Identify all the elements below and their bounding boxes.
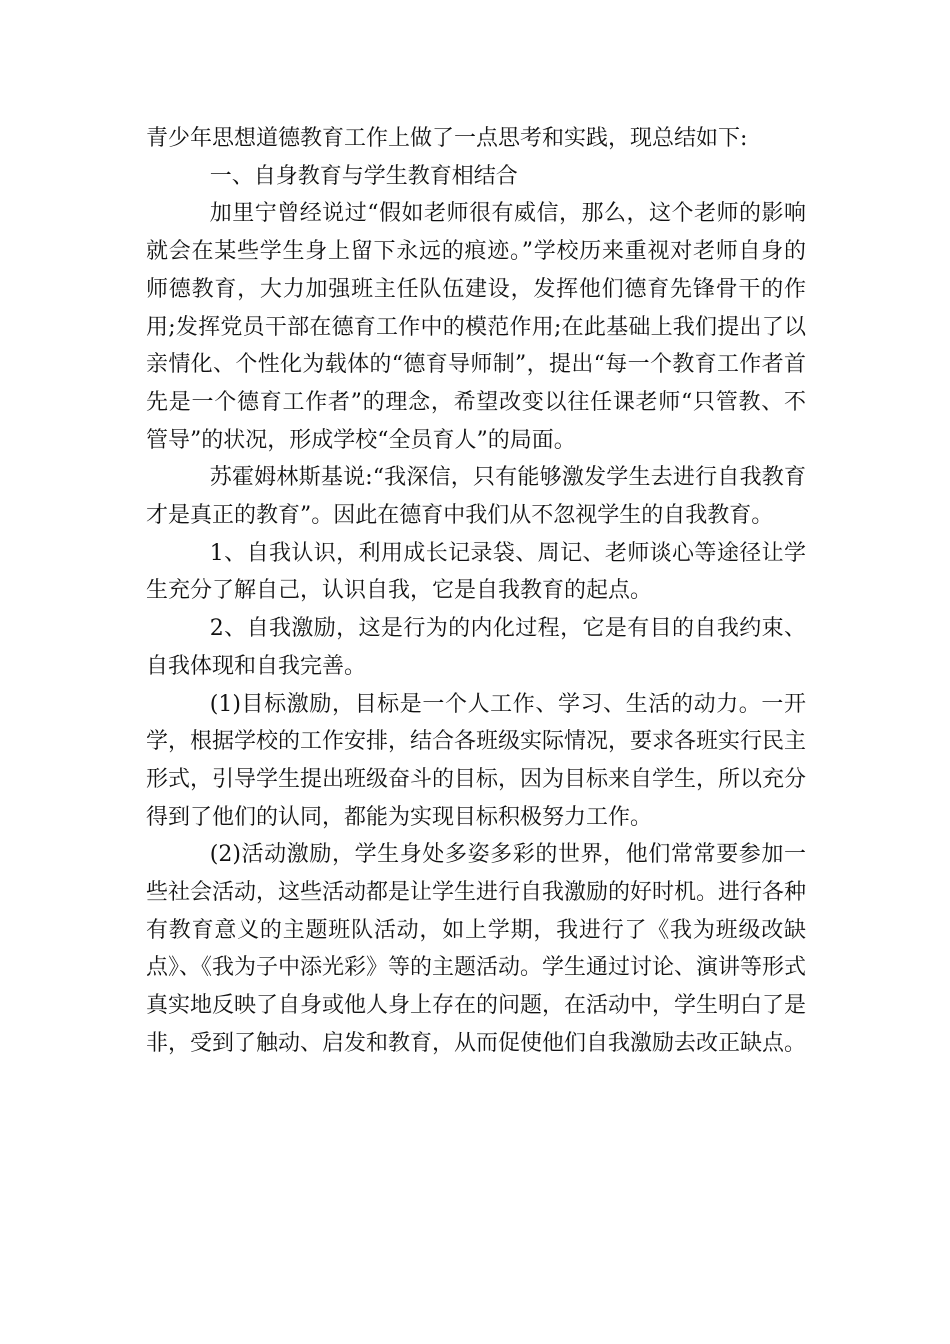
paragraph-sukhomlinsky-quote: 苏霍姆林斯基说:“我深信，只有能够激发学生去进行自我教育才是真正的教育”。因此在德育中我们从不忽视学生的自我教育。	[146, 465, 806, 529]
paragraph-goal-motivation: (1)目标激励，目标是一个人工作、学习、生活的动力。一开学，根据学校的工作安排，结合各班级实际情况，要求各班实行民主形式，引导学生提出班级奋斗的目标，因为目标来自学生，所以充分得到了他们的认同，都能为实现目标积极努力工作。	[146, 691, 807, 830]
paragraph-self-motivation: 2、自我激励，这是行为的内化过程，它是有目的自我约束、自我体现和自我完善。	[146, 616, 806, 679]
paragraph-kalinin-quote: 加里宁曾经说过“假如老师很有威信，那么，这个老师的影响就会在某些学生身上留下永远的痕迹。”学校历来重视对老师自身的师德教育，大力加强班主任队伍建设，发挥他们德育先锋骨干的作用;发挥党员干部在德育工作中的模范作用;在此基础上我们提出了以亲情化、个性化为载体的“德育导师制”，提出“每一个教育工作者首先是一个德育工作者”的理念，希望改变以往任课老师“只管教、不管导”的状况，形成学校“全员育人”的局面。	[146, 201, 806, 453]
paragraph-intro: 青少年思想道德教育工作上做了一点思考和实践，现总结如下:	[146, 126, 748, 151]
paragraph-self-recognition: 1、自我认识，利用成长记录袋、周记、老师谈心等途径让学生充分了解自己，认识自我，它是自我教育的起点。	[146, 540, 806, 604]
document-body	[146, 120, 806, 1063]
section-heading: 一、自身教育与学生教育相结合	[209, 163, 518, 189]
paragraph-activity-motivation: (2)活动激励，学生身处多姿多彩的世界，他们常常要参加一些社会活动，这些活动都是让学生进行自我激励的好时机。进行各种有教育意义的主题班队活动，如上学期，我进行了《我为班级改缺点》、《我为子中添光彩》等的主题活动。学生通过讨论、演讲等形式真实地反映了自身或他人身上存在的问题，在活动中，学生明白了是非，受到了触动、启发和教育，从而促使他们自我激励去改正缺点。	[146, 842, 807, 1056]
